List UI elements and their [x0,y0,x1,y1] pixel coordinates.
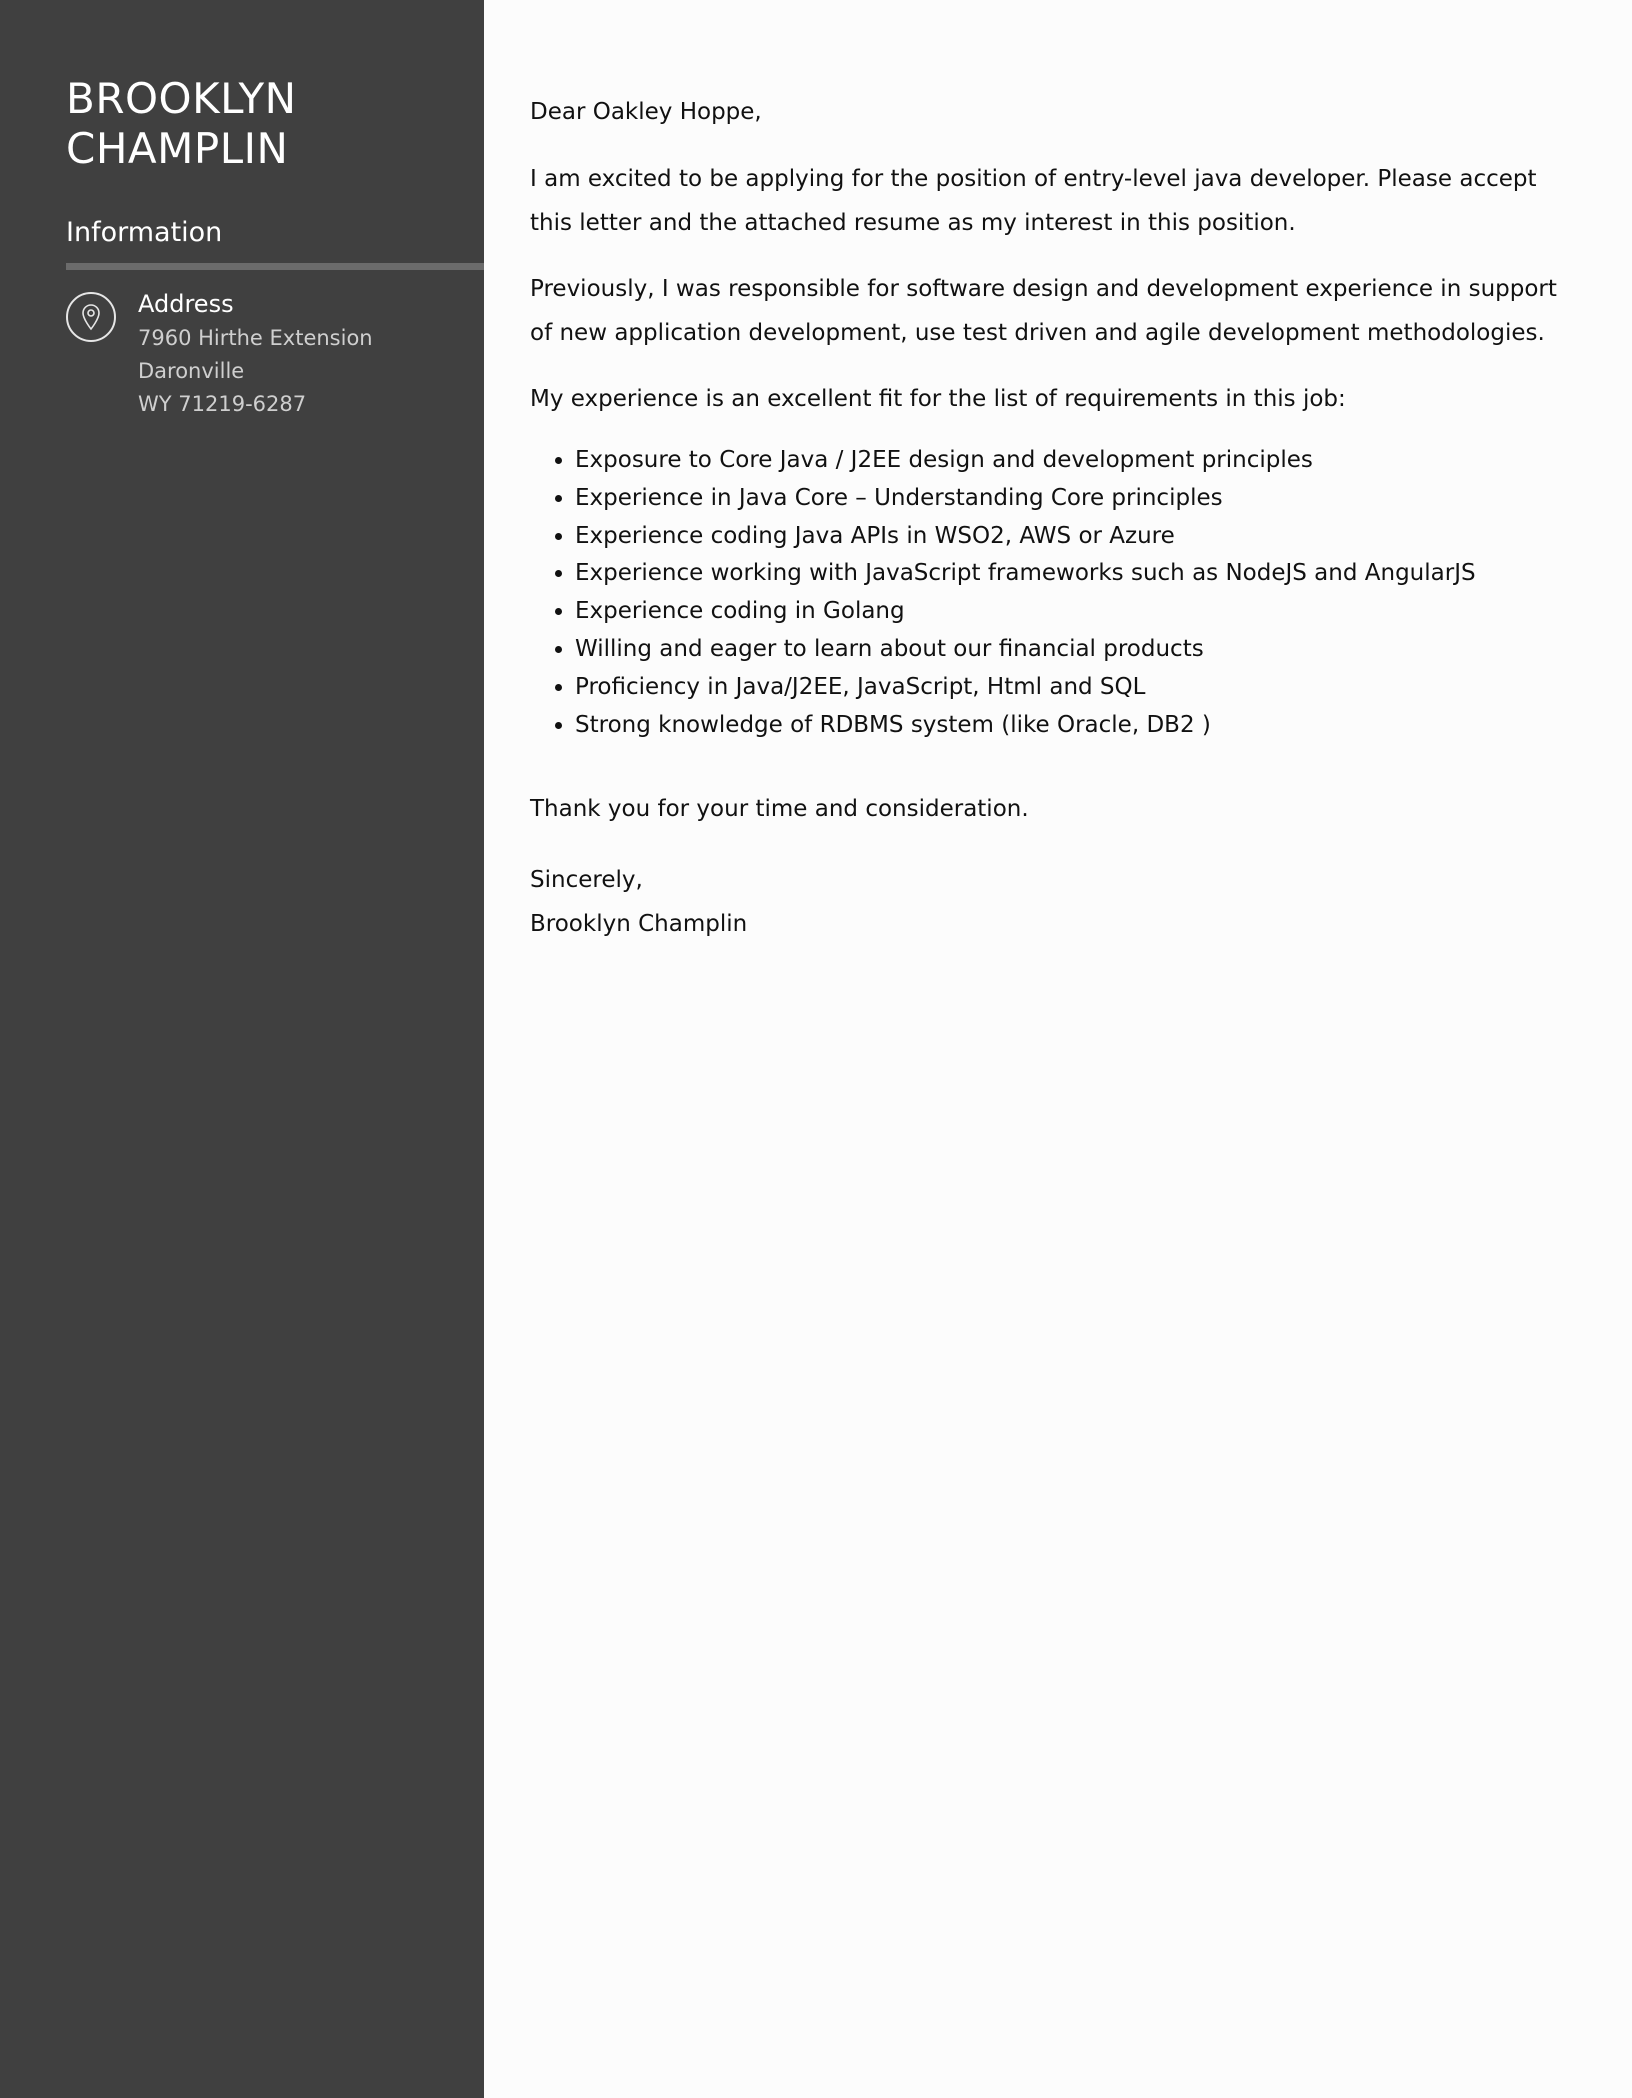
applicant-name [66,74,466,174]
requirements-list [530,442,1575,744]
letter-signature: Brooklyn Champlin [530,911,748,937]
list-item: • Experience coding in Golang [575,593,1575,631]
letter-signoff: Sincerely, [530,867,643,893]
address-block [138,322,373,421]
list-item: • Proficiency in Java/J2EE, JavaScript, Html and SQL [575,669,1575,707]
address-label: Address [138,290,234,318]
address-city: Daronville [138,359,245,383]
list-item: • Willing and eager to learn about our financial products [575,631,1575,669]
letter-greeting: Dear Oakley Hoppe, [530,99,762,125]
map-pin-icon [66,292,116,342]
applicant-name-line2: CHAMPLIN [66,124,289,173]
list-item: • Exposure to Core Java / J2EE design and development principles [575,442,1575,480]
letter-paragraph-intro: I am excited to be applying for the position of entry-level java developer. Please accept this letter and the attached resume as my interest in this position. [530,166,1537,236]
list-item: • Experience coding Java APIs in WSO2, AWS or Azure [575,518,1575,556]
information-divider [66,263,484,270]
letter-closing [530,858,747,946]
letter-paragraph-fit: My experience is an excellent fit for the list of requirements in this job: [530,386,1346,412]
address-state-zip: WY 71219-6287 [138,392,307,416]
letter-thanks: Thank you for your time and consideration. [530,796,1029,822]
address-street: 7960 Hirthe Extension [138,326,373,350]
sidebar [0,0,484,2098]
list-item: • Experience in Java Core – Understanding Core principles [575,480,1575,518]
list-item: • Strong knowledge of RDBMS system (like Oracle, DB2 ) [575,707,1575,745]
letter-paragraph-experience: Previously, I was responsible for software design and development experience in support of new application development, use test driven and agile development methodologies. [530,276,1557,346]
list-item: • Experience working with JavaScript frameworks such as NodeJS and AngularJS [575,555,1575,593]
applicant-name-line1: BROOKLYN [66,74,297,123]
information-heading: Information [66,217,223,248]
